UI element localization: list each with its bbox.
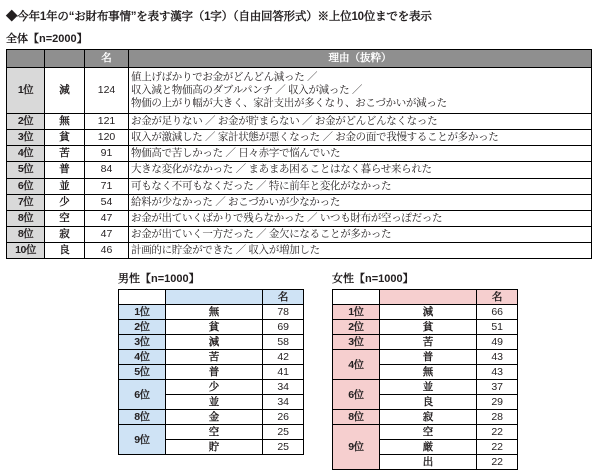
rank-cell: 2位 (119, 320, 166, 335)
reason-cell (129, 162, 592, 178)
table-row (7, 130, 592, 146)
table-row (7, 210, 592, 226)
reason-line: 物価の上がり幅が大きく、家計支出が多くなり、おこづかいが減った (131, 97, 447, 110)
count-cell: 84 (85, 162, 129, 178)
reason-line: 値上げばかりでお金がどんどん減った ／ (131, 70, 318, 83)
reason-line: 可もなく不可もなくだった ／ 特に前年と変化がなかった (131, 179, 392, 192)
kanji-cell: 普 (379, 350, 477, 365)
overall-section-label: 全体【n=2000】 (6, 33, 88, 45)
rank-cell: 6位 (119, 380, 166, 410)
rank-cell: 8位 (7, 226, 45, 242)
kanji-cell: 金 (165, 410, 263, 425)
table-row (7, 226, 592, 242)
table-header-row (333, 290, 518, 305)
count-cell: 69 (263, 320, 304, 335)
page-title: ◆今年1年の“お財布事情”を表す漢字（1字）（自由回答形式）※上位10位までを表示 (6, 11, 432, 23)
count-cell: 49 (477, 335, 518, 350)
kanji-cell: 減 (165, 335, 263, 350)
table-row (7, 178, 592, 194)
rank-cell: 7位 (7, 194, 45, 210)
table-row (333, 350, 518, 365)
rank-cell: 5位 (7, 162, 45, 178)
count-cell: 26 (263, 410, 304, 425)
count-cell: 46 (85, 243, 129, 259)
rank-cell: 1位 (7, 68, 45, 114)
reason-line: 大きな変化がなかった ／ まあまあ困ることはなく暮らせ来られた (131, 163, 432, 176)
header-rank (7, 50, 45, 68)
rank-cell: 6位 (333, 380, 380, 410)
reason-line: 給料が少なかった ／ おこづかいが少なかった (131, 195, 341, 208)
reason-cell (129, 243, 592, 259)
table-row (7, 194, 592, 210)
header-count: 名 (477, 290, 518, 305)
reason-cell (129, 226, 592, 242)
kanji-cell: 貯 (165, 440, 263, 455)
count-cell: 47 (85, 210, 129, 226)
kanji-cell: 普 (165, 365, 263, 380)
count-cell: 43 (477, 350, 518, 365)
table-row (7, 68, 592, 114)
kanji-cell: 貧 (45, 130, 85, 146)
female-table-body (333, 305, 518, 470)
rank-cell: 1位 (333, 305, 380, 320)
reason-line: 計画的に貯金ができた ／ 収入が増加した (131, 244, 320, 256)
male-section-label: 男性【n=1000】 (118, 273, 200, 286)
rank-cell: 10位 (7, 243, 45, 259)
kanji-cell: 空 (379, 425, 477, 440)
count-cell: 121 (85, 114, 129, 130)
table-row (7, 146, 592, 162)
table-row (7, 243, 592, 259)
count-cell: 25 (263, 425, 304, 440)
rank-cell: 8位 (119, 410, 166, 425)
header-kanji (165, 290, 263, 305)
count-cell: 22 (477, 455, 518, 470)
count-cell: 54 (85, 194, 129, 210)
table-row (119, 305, 304, 320)
gender-breakdown (0, 268, 600, 470)
count-cell: 41 (263, 365, 304, 380)
table-row (333, 380, 518, 395)
reason-line: 物価高で苦しかった ／ 日々赤字で悩んでいた (131, 147, 341, 160)
reason-line: 収入が激減した ／ 家計状態が悪くなった ／ お金の面で我慢することが多かった (131, 131, 499, 144)
header-kanji (379, 290, 477, 305)
reason-line: お金が足りない ／ お金が貯まらない ／ お金がどんどんなくなった (131, 115, 438, 127)
table-row (333, 335, 518, 350)
count-cell: 28 (477, 410, 518, 425)
header-count: 名 (85, 50, 129, 68)
kanji-cell: 少 (45, 194, 85, 210)
table-row (119, 380, 304, 395)
reason-cell (129, 146, 592, 162)
kanji-cell: 普 (45, 162, 85, 178)
overall-table-body (7, 68, 592, 259)
kanji-cell: 貧 (379, 320, 477, 335)
kanji-cell: 苦 (45, 146, 85, 162)
reason-cell (129, 210, 592, 226)
rank-cell: 3位 (7, 130, 45, 146)
rank-cell: 4位 (333, 350, 380, 380)
reason-line: お金が出ていくばかりで残らなかった ／ いつも財布が空っぽだった (131, 211, 443, 224)
female-block (332, 268, 518, 470)
count-cell: 58 (263, 335, 304, 350)
count-cell: 29 (477, 395, 518, 410)
kanji-cell: 並 (379, 380, 477, 395)
kanji-cell: 無 (45, 114, 85, 130)
table-row (119, 335, 304, 350)
rank-cell: 1位 (119, 305, 166, 320)
count-cell: 71 (85, 178, 129, 194)
count-cell: 78 (263, 305, 304, 320)
table-row (119, 350, 304, 365)
kanji-cell: 空 (45, 210, 85, 226)
reason-cell (129, 68, 592, 114)
header-rank (119, 290, 166, 305)
count-cell: 25 (263, 440, 304, 455)
rank-cell: 3位 (119, 335, 166, 350)
reason-cell (129, 130, 592, 146)
reason-cell (129, 178, 592, 194)
rank-cell: 8位 (7, 210, 45, 226)
reason-cell (129, 194, 592, 210)
header-count: 名 (263, 290, 304, 305)
rank-cell: 4位 (119, 350, 166, 365)
table-row (333, 305, 518, 320)
count-cell: 91 (85, 146, 129, 162)
count-cell: 47 (85, 226, 129, 242)
kanji-cell: 貧 (165, 320, 263, 335)
male-block (118, 268, 304, 470)
kanji-cell: 無 (379, 365, 477, 380)
kanji-cell: 無 (165, 305, 263, 320)
reason-line: お金が出ていく一方だった ／ 金欠になることが多かった (131, 227, 392, 240)
kanji-cell: 出 (379, 455, 477, 470)
kanji-cell: 並 (165, 395, 263, 410)
rank-cell: 2位 (333, 320, 380, 335)
count-cell: 37 (477, 380, 518, 395)
female-ranking-table (332, 289, 518, 470)
rank-cell: 9位 (333, 425, 380, 470)
table-row (119, 425, 304, 440)
table-row (333, 320, 518, 335)
count-cell: 43 (477, 365, 518, 380)
rank-cell: 5位 (119, 365, 166, 380)
kanji-cell: 空 (165, 425, 263, 440)
rank-cell: 4位 (7, 146, 45, 162)
table-row (119, 365, 304, 380)
table-row (119, 410, 304, 425)
rank-cell: 6位 (7, 178, 45, 194)
count-cell: 22 (477, 440, 518, 455)
header-reason: 理由（抜粋） (129, 50, 592, 68)
count-cell: 34 (263, 380, 304, 395)
table-row (333, 410, 518, 425)
table-header-row (7, 50, 592, 68)
kanji-cell: 少 (165, 380, 263, 395)
count-cell: 34 (263, 395, 304, 410)
male-ranking-table (118, 289, 304, 455)
header-rank (333, 290, 380, 305)
reason-line: 収入減と物価高のダブルパンチ ／ 収入が減った ／ (131, 83, 363, 96)
count-cell: 120 (85, 130, 129, 146)
header-kanji (45, 50, 85, 68)
count-cell: 124 (85, 68, 129, 114)
kanji-cell: 減 (379, 305, 477, 320)
count-cell: 22 (477, 425, 518, 440)
overall-ranking-table (6, 49, 592, 259)
table-row (7, 162, 592, 178)
count-cell: 51 (477, 320, 518, 335)
rank-cell: 9位 (119, 425, 166, 455)
table-header-row (119, 290, 304, 305)
count-cell: 66 (477, 305, 518, 320)
kanji-cell: 良 (379, 395, 477, 410)
table-row (119, 320, 304, 335)
reason-cell (129, 114, 592, 130)
kanji-cell: 苦 (165, 350, 263, 365)
table-row (7, 114, 592, 130)
table-row (333, 425, 518, 440)
female-section-label: 女性【n=1000】 (332, 273, 414, 286)
kanji-cell: 厳 (379, 440, 477, 455)
kanji-cell: 寂 (379, 410, 477, 425)
rank-cell: 3位 (333, 335, 380, 350)
kanji-cell: 減 (45, 68, 85, 114)
rank-cell: 2位 (7, 114, 45, 130)
kanji-cell: 苦 (379, 335, 477, 350)
count-cell: 42 (263, 350, 304, 365)
rank-cell: 8位 (333, 410, 380, 425)
kanji-cell: 並 (45, 178, 85, 194)
kanji-cell: 良 (45, 243, 85, 259)
kanji-cell: 寂 (45, 226, 85, 242)
male-table-body (119, 305, 304, 455)
